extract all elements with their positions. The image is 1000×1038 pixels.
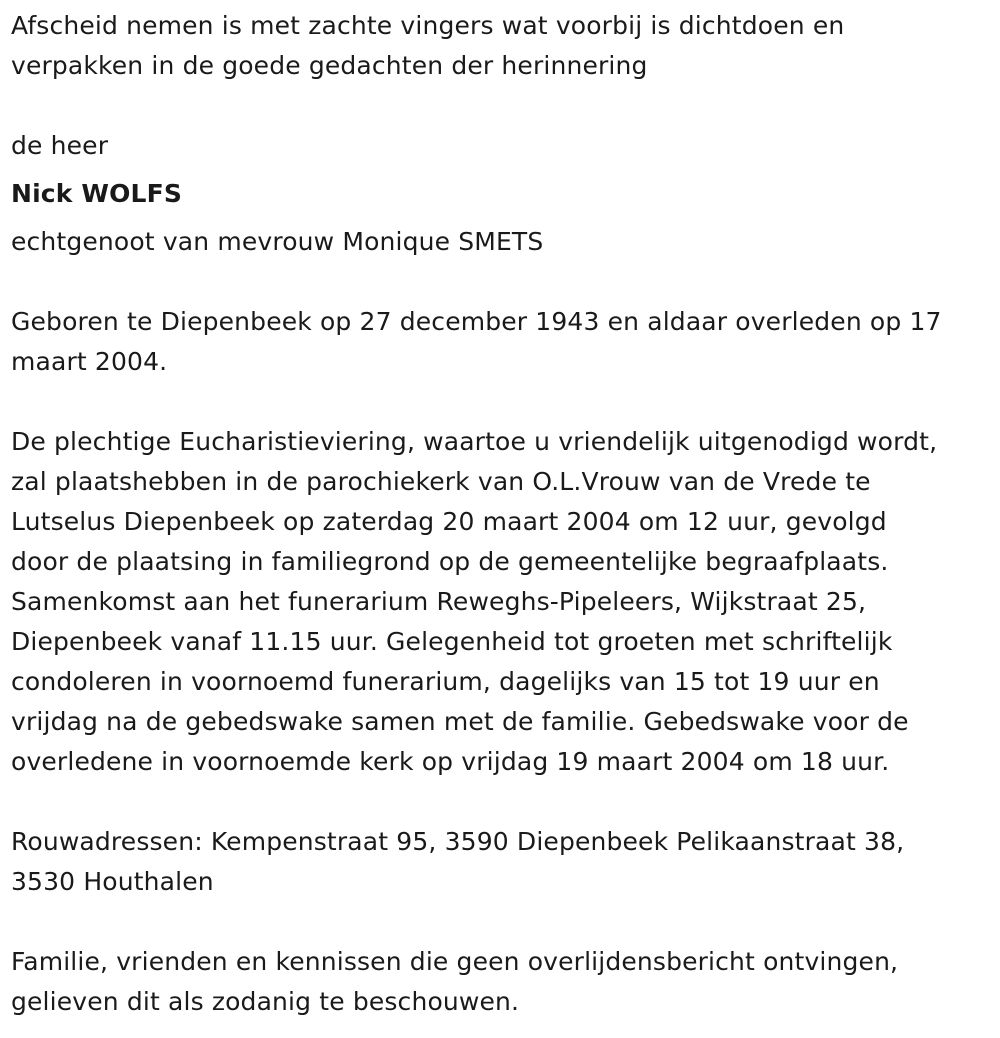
spacer [11,214,991,222]
ceremony-line: condoleren in voornoemd funerarium, dagelijks van 15 tot 19 uur en [11,667,880,696]
motto-line: Afscheid nemen is met zachte vingers wat voorbij is dichtdoen en [11,11,845,40]
ceremony-paragraph [11,422,991,782]
birth-death-line: maart 2004. [11,347,168,376]
title-prefix: de heer [11,131,109,160]
ceremony-line: Samenkomst aan het funerarium Reweghs-Pipeleers, Wijkstraat 25, [11,587,867,616]
ceremony-line: overledene in voornoemde kerk op vrijdag 19 maart 2004 om 18 uur. [11,747,890,776]
spacer [11,382,991,422]
closing-line: gelieven dit als zodanig te beschouwen. [11,987,520,1016]
ceremony-line: De plechtige Eucharistieviering, waartoe u vriendelijk uitgenodigd wordt, [11,427,938,456]
spacer [11,902,991,942]
ceremony-line: Diepenbeek vanaf 11.15 uur. Gelegenheid tot groeten met schriftelijk [11,627,893,656]
addresses-line: Rouwadressen: Kempenstraat 95, 3590 Diepenbeek Pelikaanstraat 38, [11,827,905,856]
birth-death-paragraph [11,302,991,382]
addresses-line: 3530 Houthalen [11,867,214,896]
ceremony-line: vrijdag na de gebedswake samen met de familie. Gebedswake voor de [11,707,909,736]
obituary-notice [11,6,991,1022]
ceremony-line: Lutselus Diepenbeek op zaterdag 20 maart 2004 om 12 uur, gevolgd [11,507,887,536]
ceremony-line: door de plaatsing in familiegrond op de gemeentelijke begraafplaats. [11,547,889,576]
spacer [11,86,991,126]
closing-line: Familie, vrienden en kennissen die geen overlijdensbericht ontvingen, [11,947,899,976]
deceased-name: Nick WOLFS [11,179,182,208]
spacer [11,166,991,174]
birth-death-line: Geboren te Diepenbeek op 27 december 1943 en aldaar overleden op 17 [11,307,942,336]
spouse-line: echtgenoot van mevrouw Monique SMETS [11,227,544,256]
spacer [11,262,991,302]
addresses-paragraph [11,822,991,902]
closing-paragraph [11,942,991,1022]
motto [11,6,991,86]
spacer [11,782,991,822]
motto-line: verpakken in de goede gedachten der herinnering [11,51,648,80]
ceremony-line: zal plaatshebben in de parochiekerk van O.L.Vrouw van de Vrede te [11,467,871,496]
